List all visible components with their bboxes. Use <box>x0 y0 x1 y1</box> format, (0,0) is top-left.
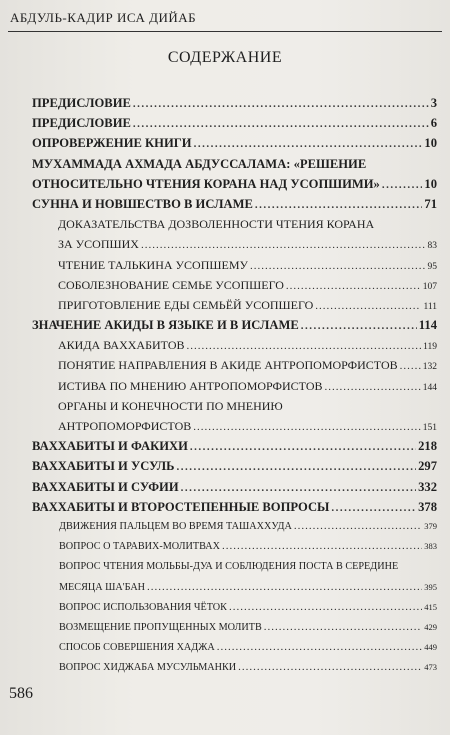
toc-entry[interactable] <box>32 520 437 540</box>
toc-entry-page: 119 <box>423 342 437 353</box>
toc-entry-label: ЗНАЧЕНИЕ АКИДЫ В ЯЗЫКЕ И В ИСЛАМЕ <box>32 318 299 333</box>
toc-entry-label: ДОКАЗАТЕЛЬСТВА ДОЗВОЛЕННОСТИ ЧТЕНИЯ КОРАНА <box>58 217 375 232</box>
toc-entry[interactable] <box>32 298 437 318</box>
toc-leader-dots <box>250 260 426 272</box>
toc-entry[interactable] <box>32 96 437 116</box>
running-header: АБДУЛЬ-КАДИР ИСА ДИЙАБ <box>10 10 197 25</box>
toc-entry-page: 95 <box>427 261 437 272</box>
toc-entry-page: 395 <box>424 581 437 592</box>
toc-entry-page: 332 <box>418 479 437 494</box>
toc-entry-label: ОТНОСИТЕЛЬНО ЧТЕНИЯ КОРАНА НАД УСОПШИМИ» <box>32 176 380 191</box>
toc-entry-page: 132 <box>422 362 437 373</box>
toc-entry[interactable] <box>32 500 437 520</box>
toc-entry-page: 473 <box>424 662 437 673</box>
toc-entry[interactable] <box>32 601 437 621</box>
toc-leader-dots <box>133 98 429 110</box>
toc-leader-dots <box>286 280 421 292</box>
toc-leader-dots <box>325 381 421 393</box>
page-title: СОДЕРЖАНИЕ <box>167 49 283 66</box>
toc-entry-label: СУННА И НОВШЕСТВО В ИСЛАМЕ <box>32 196 253 211</box>
toc-entry[interactable] <box>32 379 437 399</box>
toc-entry[interactable] <box>32 338 437 358</box>
toc-entry-label: ВОПРОС О ТАРАВИХ-МОЛИТВАХ <box>59 541 220 553</box>
toc-entry-page: 114 <box>418 318 437 333</box>
toc-leader-dots <box>194 138 423 150</box>
toc-entry-page: 379 <box>424 520 437 531</box>
toc-entry-page: 378 <box>418 499 437 514</box>
toc-leader-dots <box>294 520 422 532</box>
toc-entry-label: МЕСЯЦА ША'БАН <box>59 581 146 593</box>
toc-entry[interactable] <box>32 581 437 601</box>
toc-leader-dots <box>176 461 416 473</box>
toc-entry-page: 151 <box>422 423 437 433</box>
toc-entry-page: 415 <box>424 601 437 612</box>
toc-entry[interactable] <box>32 439 437 459</box>
toc-leader-dots <box>187 340 422 352</box>
table-of-contents <box>32 96 437 681</box>
toc-entry-page: 10 <box>424 176 437 191</box>
toc-entry-page: 6 <box>430 116 437 131</box>
page-number: 586 <box>9 685 33 702</box>
toc-entry-page: 297 <box>418 459 437 474</box>
toc-entry-label: ЧТЕНИЕ ТАЛЬКИНА УСОПШЕМУ <box>58 257 248 272</box>
toc-entry-label: ДВИЖЕНИЯ ПАЛЬЦЕМ ВО ВРЕМЯ ТАШАХХУДА <box>59 520 292 532</box>
toc-entry[interactable] <box>32 358 437 378</box>
toc-entry-label: ПОНЯТИЕ НАПРАВЛЕНИЯ В АКИДЕ АНТРОПОМОРФИСТОВ <box>58 358 398 373</box>
toc-leader-dots <box>301 320 417 332</box>
toc-entry-label: ВАХХАБИТЫ И ФАКИХИ <box>32 439 188 454</box>
toc-entry[interactable] <box>32 318 437 338</box>
toc-entry-page: 218 <box>418 439 437 454</box>
toc-entry-page: 144 <box>422 382 437 393</box>
toc-entry-label: ПРЕДИСЛОВИЕ <box>32 116 131 131</box>
toc-entry-label: АНТРОПОМОРФИСТОВ <box>58 419 192 433</box>
toc-entry-label: ВОПРОС ЧТЕНИЯ МОЛЬБЫ-ДУА И СОБЛЮДЕНИЯ ПОСТА В СЕРЕДИНЕ <box>59 561 399 573</box>
toc-entry-label: СОБОЛЕЗНОВАНИЕ СЕМЬЕ УСОПШЕГО <box>58 277 284 292</box>
toc-entry-label: МУХАММАДА АХМАДА АБДУССАЛАМА: «РЕШЕНИЕ <box>32 156 367 171</box>
toc-entry-label: ОРГАНЫ И КОНЕЧНОСТИ ПО МНЕНИЮ <box>58 398 283 413</box>
header-rule <box>8 31 442 32</box>
toc-leader-dots <box>238 661 422 673</box>
toc-leader-dots <box>217 641 423 653</box>
toc-entry-label: ВАХХАБИТЫ И ВТОРОСТЕПЕННЫЕ ВОПРОСЫ <box>32 499 330 514</box>
toc-entry-page: 383 <box>424 541 437 552</box>
toc-entry[interactable] <box>32 258 437 278</box>
toc-entry-page: 3 <box>430 96 437 110</box>
toc-entry-label: АКИДА ВАХХАБИТОВ <box>58 338 185 353</box>
toc-leader-dots <box>255 199 423 211</box>
toc-entry-label: ВОЗМЕЩЕНИЕ ПРОПУЩЕННЫХ МОЛИТВ <box>59 621 262 633</box>
toc-entry[interactable] <box>32 641 437 661</box>
toc-entry[interactable] <box>32 278 437 298</box>
toc-leader-dots <box>193 421 420 433</box>
toc-entry[interactable] <box>32 399 437 419</box>
toc-leader-dots <box>222 540 422 552</box>
toc-entry[interactable] <box>32 136 437 156</box>
toc-entry-label: ВОПРОС ХИДЖАБА МУСУЛЬМАНКИ <box>59 662 237 674</box>
toc-entry-page: 429 <box>424 621 437 632</box>
toc-entry-label: СПОСОБ СОВЕРШЕНИЯ ХАДЖА <box>59 642 215 654</box>
toc-entry[interactable] <box>32 197 437 217</box>
toc-leader-dots <box>181 482 416 494</box>
toc-entry-page: 83 <box>427 241 437 252</box>
toc-entry[interactable] <box>32 177 437 197</box>
toc-leader-dots <box>147 581 422 593</box>
toc-entry[interactable] <box>32 560 437 580</box>
toc-leader-dots <box>229 601 422 613</box>
toc-entry-label: ПРИГОТОВЛЕНИЕ ЕДЫ СЕМЬЁЙ УСОПШЕГО <box>58 297 314 312</box>
toc-entry[interactable] <box>32 459 437 479</box>
toc-entry[interactable] <box>32 480 437 500</box>
toc-entry-label: ПРЕДИСЛОВИЕ <box>32 96 131 110</box>
toc-leader-dots <box>141 239 426 251</box>
toc-leader-dots <box>133 118 429 130</box>
toc-entry[interactable] <box>32 116 437 136</box>
toc-entry-page: 10 <box>424 136 437 151</box>
toc-entry[interactable] <box>32 540 437 560</box>
toc-leader-dots <box>264 621 422 633</box>
toc-entry[interactable] <box>32 661 437 681</box>
toc-entry-label: ВАХХАБИТЫ И УСУЛЬ <box>32 459 175 474</box>
toc-entry-page: 107 <box>422 281 437 292</box>
toc-leader-dots <box>331 502 416 514</box>
toc-entry-label: ЗА УСОПШИХ <box>58 237 139 252</box>
toc-leader-dots <box>382 179 423 191</box>
toc-entry-page: 449 <box>424 642 437 653</box>
toc-leader-dots <box>190 441 416 453</box>
toc-entry-page: 71 <box>424 196 437 211</box>
toc-entry[interactable] <box>32 217 437 237</box>
toc-entry[interactable] <box>32 157 437 177</box>
toc-leader-dots <box>315 300 421 312</box>
toc-entry-label: ИСТИВА ПО МНЕНИЮ АНТРОПОМОРФИСТОВ <box>58 378 323 393</box>
toc-entry-label: ВАХХАБИТЫ И СУФИИ <box>32 479 179 494</box>
toc-leader-dots <box>400 360 421 372</box>
toc-entry-page: 111 <box>423 301 437 312</box>
toc-entry[interactable] <box>32 419 437 439</box>
toc-entry-label: ОПРОВЕРЖЕНИЕ КНИГИ <box>32 136 192 151</box>
toc-entry[interactable] <box>32 237 437 257</box>
toc-entry[interactable] <box>32 621 437 641</box>
toc-entry-label: ВОПРОС ИСПОЛЬЗОВАНИЯ ЧЁТОК <box>59 601 227 613</box>
